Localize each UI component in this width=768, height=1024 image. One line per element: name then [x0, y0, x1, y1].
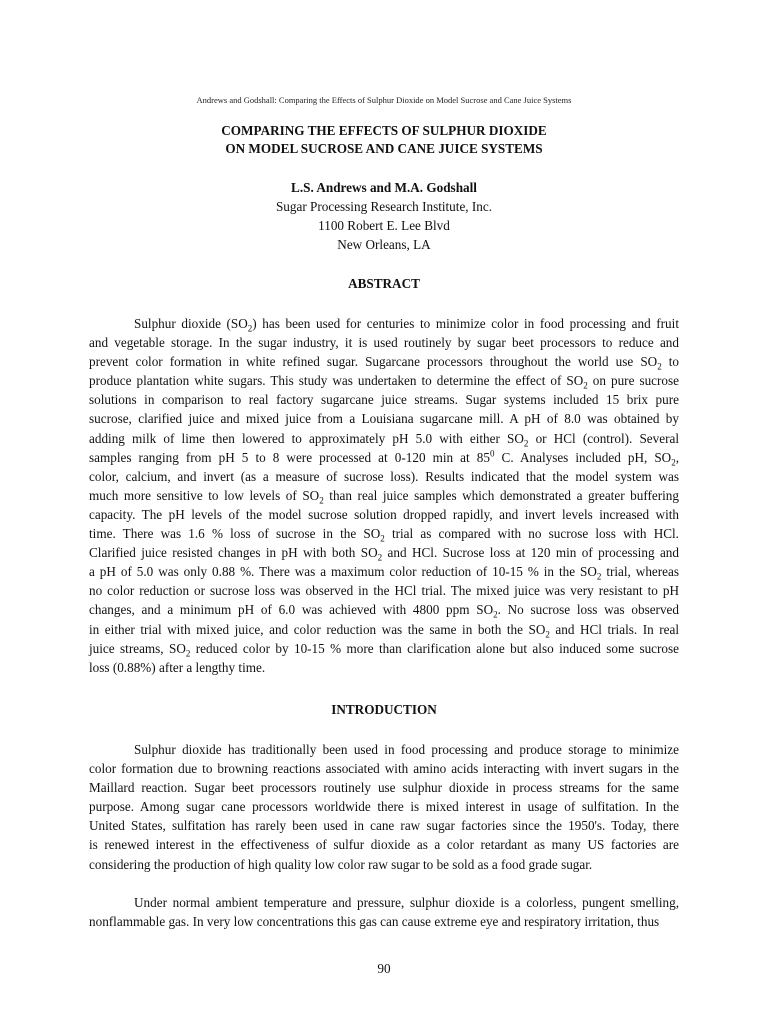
- text-line: capacity. The pH levels of the model sucrose solution dropped rapidly, and invert levels increased with: [89, 506, 679, 522]
- affiliation-line-2: 1100 Robert E. Lee Blvd: [318, 218, 450, 233]
- text-line: no color reduction or sucrose loss was observed in the HCl trial. The mixed juice was very resistant to pH: [89, 583, 679, 599]
- title-line-2: ON MODEL SUCROSE AND CANE JUICE SYSTEMS: [225, 141, 543, 156]
- text-line: much more sensitive to low levels of $SO_2$ than real juice samples which demonstrated a greater buffering: [89, 487, 679, 506]
- text-line: solutions in comparison to real factory sugarcane juice streams. Sugar systems included 15 brix pure: [89, 392, 679, 408]
- text-line: in either trial with mixed juice, and color reduction was the same in both the $SO_2$ and HCl trials. In real: [89, 621, 680, 640]
- text-line: loss (0.88%) after a lengthy time.: [89, 659, 266, 675]
- text-line: and vegetable storage. In the sugar industry, it is used routinely by sugar beet processors to reduce and: [89, 335, 679, 351]
- running-header: Andrews and Godshall: Comparing the Effects of Sulphur Dioxide on Model Sucrose and Cane Juice Systems: [196, 95, 572, 105]
- text-line: Clarified juice resisted changes in pH with both $SO_2$ and HCl. Sucrose loss at 120 min of processing and: [89, 545, 679, 563]
- text-line: samples ranging from pH 5 to 8 were processed at 0-120 min at $85^0$ C. Analyses included pH, $SO_2$,: [89, 448, 679, 468]
- page-number: 90: [377, 961, 391, 976]
- text-line: United States, sulfitation has rarely been used in cane raw sugar factories since the 1950's. Today, there: [89, 818, 679, 834]
- text-line: considering the production of high quality low color raw sugar to be sold as a food grade sugar.: [89, 856, 593, 872]
- text-line: Under normal ambient temperature and pressure, sulphur dioxide is a colorless, pungent smelling,: [134, 895, 679, 910]
- affiliation-line-3: New Orleans, LA: [337, 237, 431, 252]
- text-line: prevent color formation in white refined sugar. Sugarcane processors throughout the world use $SO_2$ to: [89, 354, 680, 372]
- intro-paragraph-1: [89, 740, 679, 874]
- text-line: nonflammable gas. In very low concentrations this gas can cause extreme eye and respiratory irritation, thus: [89, 914, 660, 930]
- title-line-1: COMPARING THE EFFECTS OF SULPHUR DIOXIDE: [221, 123, 547, 138]
- introduction-heading: INTRODUCTION: [331, 702, 437, 717]
- text-line: produce plantation white sugars. This study was undertaken to determine the effect of $SO_2$ on pure sucrose: [89, 373, 679, 391]
- author-block: [0, 178, 768, 254]
- text-line: changes, and a minimum pH of 6.0 was achieved with 4800 ppm $SO_2$. No sucrose loss was observed: [89, 602, 679, 621]
- text-line: sucrose, clarified juice and mixed juice from a Louisiana sugarcane mill. A pH of 8.0 was obtained by: [89, 411, 679, 427]
- text-line: color, calcium, and invert (as a measure of sucrose loss). Results indicated that the model system was: [89, 468, 679, 484]
- intro-paragraph-2: [89, 893, 679, 931]
- text-line: a pH of 5.0 was only 0.88 %. There was a maximum color reduction of 10-15 % in the $SO_2$ trial, whereas: [89, 564, 679, 582]
- text-line: adding milk of lime then lowered to approximately pH 5.0 with either $SO_2$ or HCl (control). Several: [89, 430, 679, 449]
- text-line: Maillard reaction. Sugar beet processors routinely use sulphur dioxide in process streams for the same: [89, 780, 679, 796]
- text-line: purpose. Among sugar cane processors worldwide there is mixed interest in usage of sulfitation. In the: [89, 799, 679, 815]
- text-line: Sulphur dioxide has traditionally been used in food processing and produce storage to minimize: [134, 742, 679, 757]
- text-line: color formation due to browning reactions associated with amino acids interacting with invert sugars in the: [89, 761, 679, 777]
- abstract-heading: ABSTRACT: [348, 276, 420, 291]
- text-line: is renewed interest in the effectiveness of sulfur dioxide as a color retardant as many US factories are: [89, 837, 679, 853]
- author-names: L.S. Andrews and M.A. Godshall: [291, 180, 477, 195]
- text-line: Sulphur dioxide $(SO_2)$ has been used for centuries to minimize color in food processing and fruit: [134, 316, 679, 334]
- affiliation-line-1: Sugar Processing Research Institute, Inc.: [275, 199, 493, 214]
- abstract-paragraph: [89, 314, 679, 677]
- text-line: juice streams, $SO_2$ reduced color by 10-15 % more than clarification alone but also induced some sucrose: [89, 640, 679, 659]
- paper-title: [0, 122, 768, 158]
- text-line: time. There was 1.6 % loss of sucrose in the $SO_2$ trial as compared with no sucrose loss with HCl.: [89, 526, 679, 544]
